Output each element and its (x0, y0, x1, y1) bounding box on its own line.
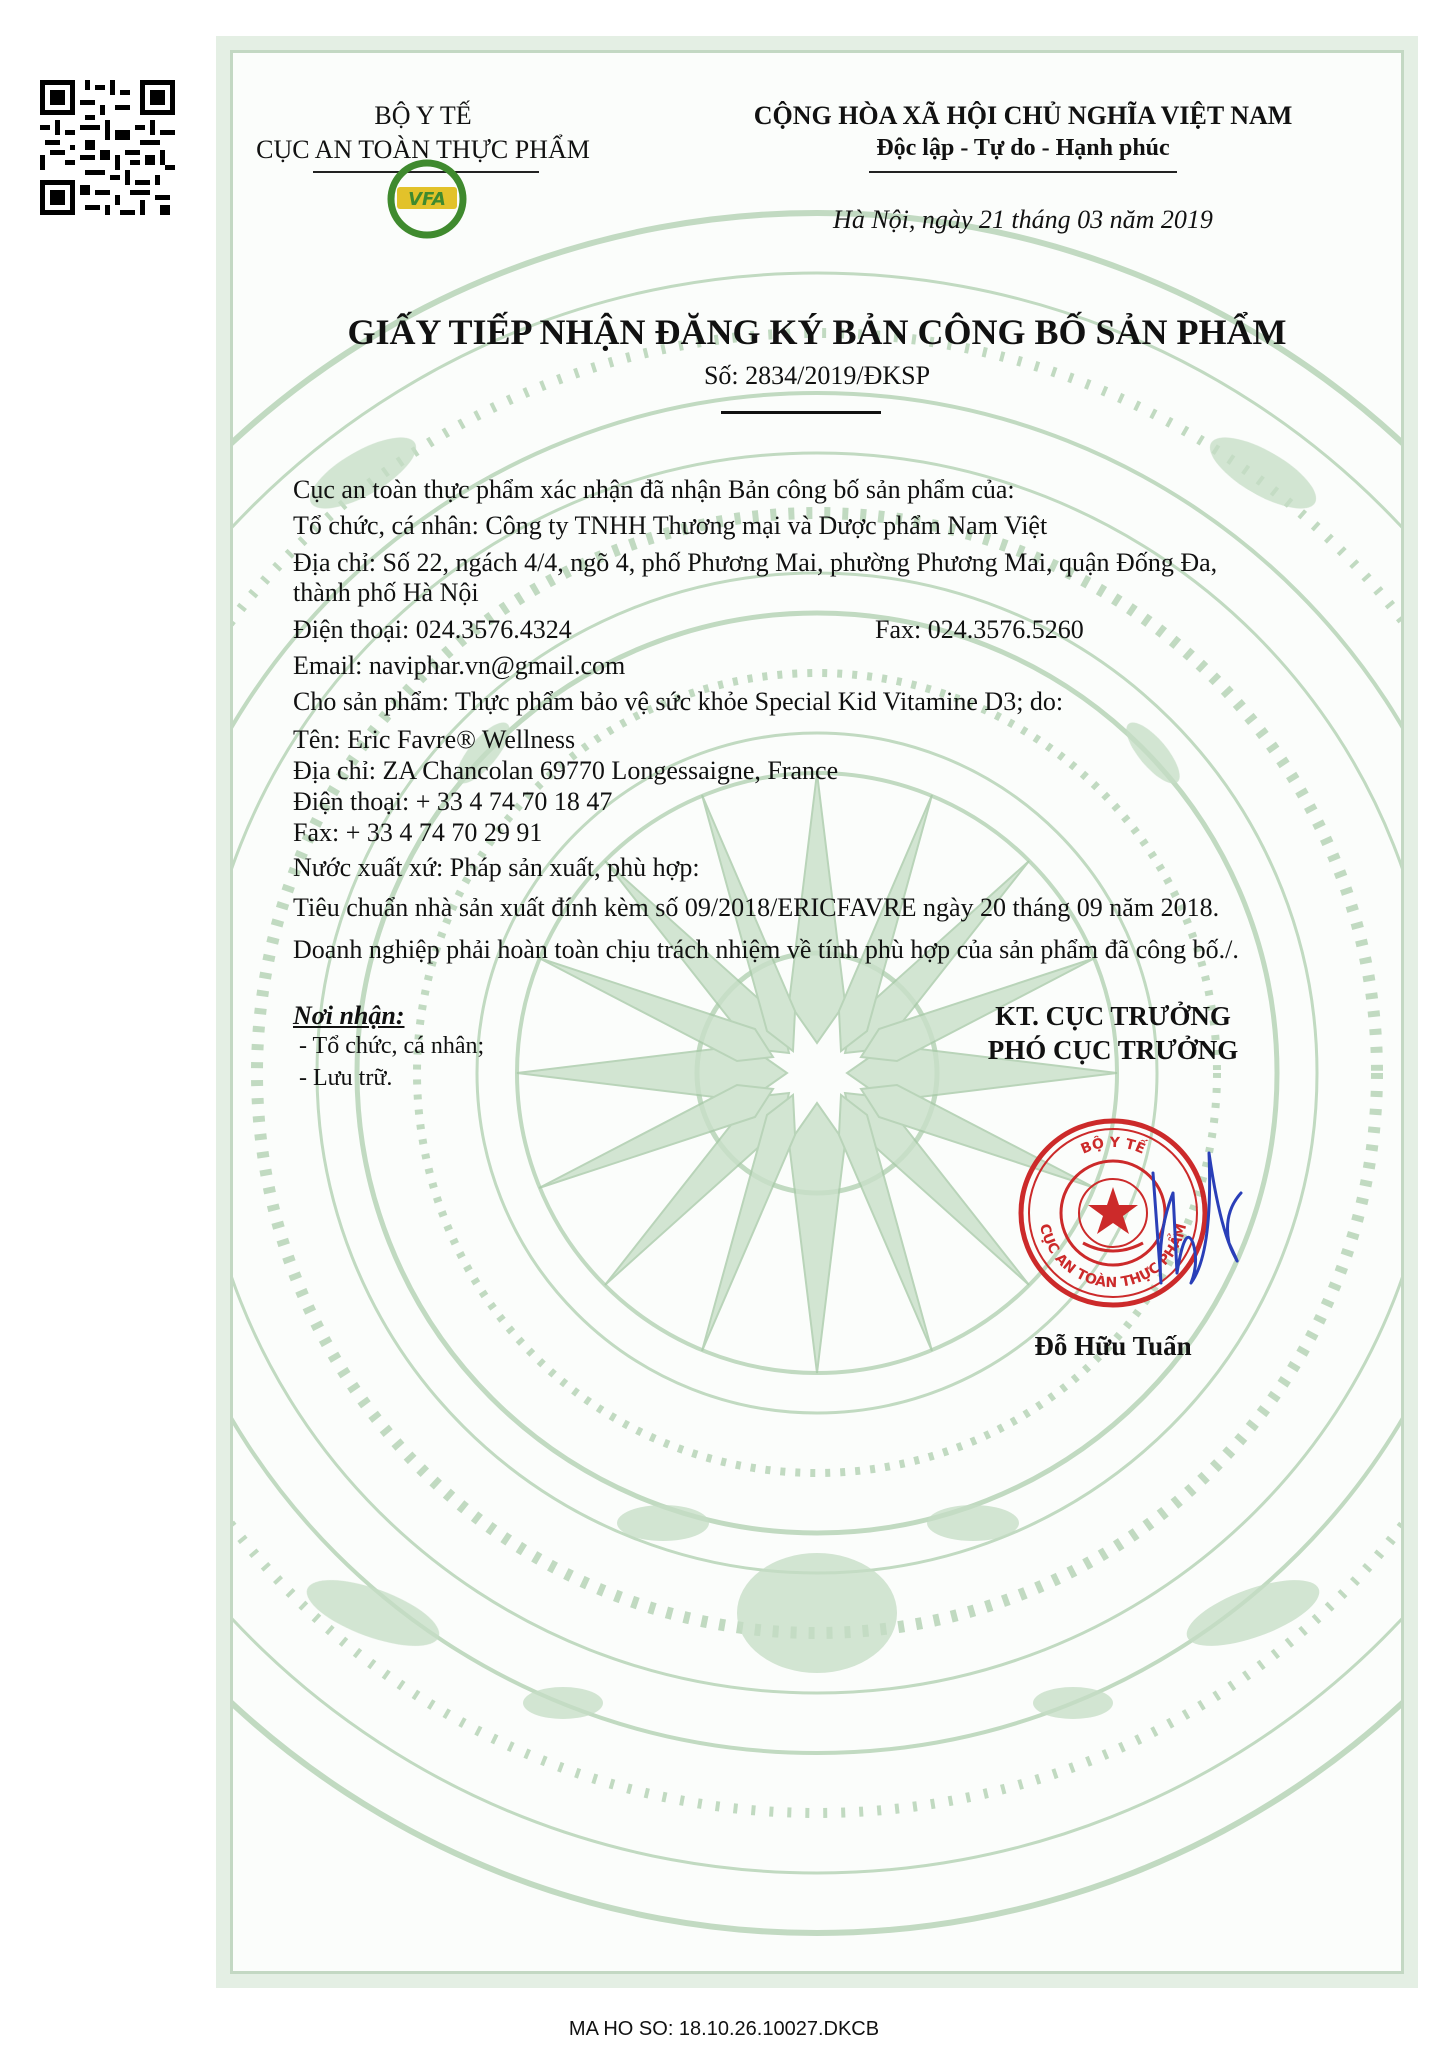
address-line-1: Địa chỉ: Số 22, ngách 4/4, ngõ 4, phố Phương Mai, phường Phương Mai, quận Đống Đa, (293, 548, 1218, 577)
ministry-name: BỘ Y TẾ (374, 101, 472, 130)
issue-date: Hà Nội, ngày 21 tháng 03 năm 2019 (833, 205, 1213, 234)
document-title: GIẤY TIẾP NHẬN ĐĂNG KÝ BẢN CÔNG BỐ SẢN PHẨM (347, 312, 1287, 352)
intro-text: Cục an toàn thực phẩm xác nhận đã nhận Bản công bố sản phẩm của: (293, 475, 1015, 504)
signature-title-1: KT. CỤC TRƯỞNG (995, 1001, 1231, 1031)
phone-line: Điện thoại: 024.3576.4324 (293, 615, 572, 644)
address-line-2: thành phố Hà Nội (293, 578, 479, 607)
manufacturer-phone: Điện thoại: + 33 4 74 70 18 47 (293, 787, 613, 816)
recipient-item: - Tổ chức, cá nhân; (299, 1033, 485, 1059)
recipient-item: - Lưu trữ. (299, 1065, 393, 1091)
title-rule (721, 411, 881, 414)
signer-name: Đỗ Hữu Tuấn (1034, 1331, 1192, 1361)
seal-top-text: BỘ Y TẾ (1078, 1134, 1148, 1158)
manufacturer-fax: Fax: + 33 4 74 70 29 91 (293, 818, 543, 847)
seal-bottom-text: CỤC AN TOÀN THỰC PHẨM (1035, 1222, 1191, 1292)
standard-line: Tiêu chuẩn nhà sản xuất đính kèm số 09/2018/ERICFAVRE ngày 20 tháng 09 năm 2018. (293, 893, 1220, 922)
organization-line: Tổ chức, cá nhân: Công ty TNHH Thương mại và Dược phẩm Nam Việt (293, 511, 1048, 540)
manufacturer-address: Địa chỉ: ZA Chancolan 69770 Longessaigne, France (293, 756, 839, 785)
agency-name: CỤC AN TOÀN THỰC PHẨM (256, 135, 590, 164)
country-name: CỘNG HÒA XÃ HỘI CHỦ NGHĨA VIỆT NAM (753, 101, 1293, 130)
recipients-heading: Nơi nhận: (293, 1001, 405, 1030)
vfa-logo-text: VFA (408, 189, 446, 210)
responsibility-line: Doanh nghiệp phải hoàn toàn chịu trách nhiệm về tính phù hợp của sản phẩm đã công bố./. (293, 935, 1239, 964)
national-motto: Độc lập - Tự do - Hạnh phúc (876, 135, 1170, 161)
certificate-body (230, 50, 1404, 1974)
dossier-code: MA HO SO: 18.10.26.10027.DKCB (568, 2018, 880, 2040)
document-number: Số: 2834/2019/ĐKSP (703, 361, 931, 390)
fax-line: Fax: 024.3576.5260 (875, 615, 1084, 644)
email-line: Email: naviphar.vn@gmail.com (293, 651, 626, 680)
handwritten-signature (1133, 1133, 1253, 1293)
product-line: Cho sản phẩm: Thực phẩm bảo vệ sức khỏe Special Kid Vitamine D3; do: (293, 687, 1064, 716)
vfa-logo (387, 159, 467, 239)
qr-code (40, 80, 175, 215)
signature-title-2: PHÓ CỤC TRƯỞNG (987, 1035, 1239, 1065)
origin-line: Nước xuất xứ: Pháp sản xuất, phù hợp: (293, 853, 700, 882)
certificate-frame (216, 36, 1418, 1988)
manufacturer-name: Tên: Eric Favre® Wellness (293, 725, 576, 754)
header-right-rule (869, 171, 1177, 173)
